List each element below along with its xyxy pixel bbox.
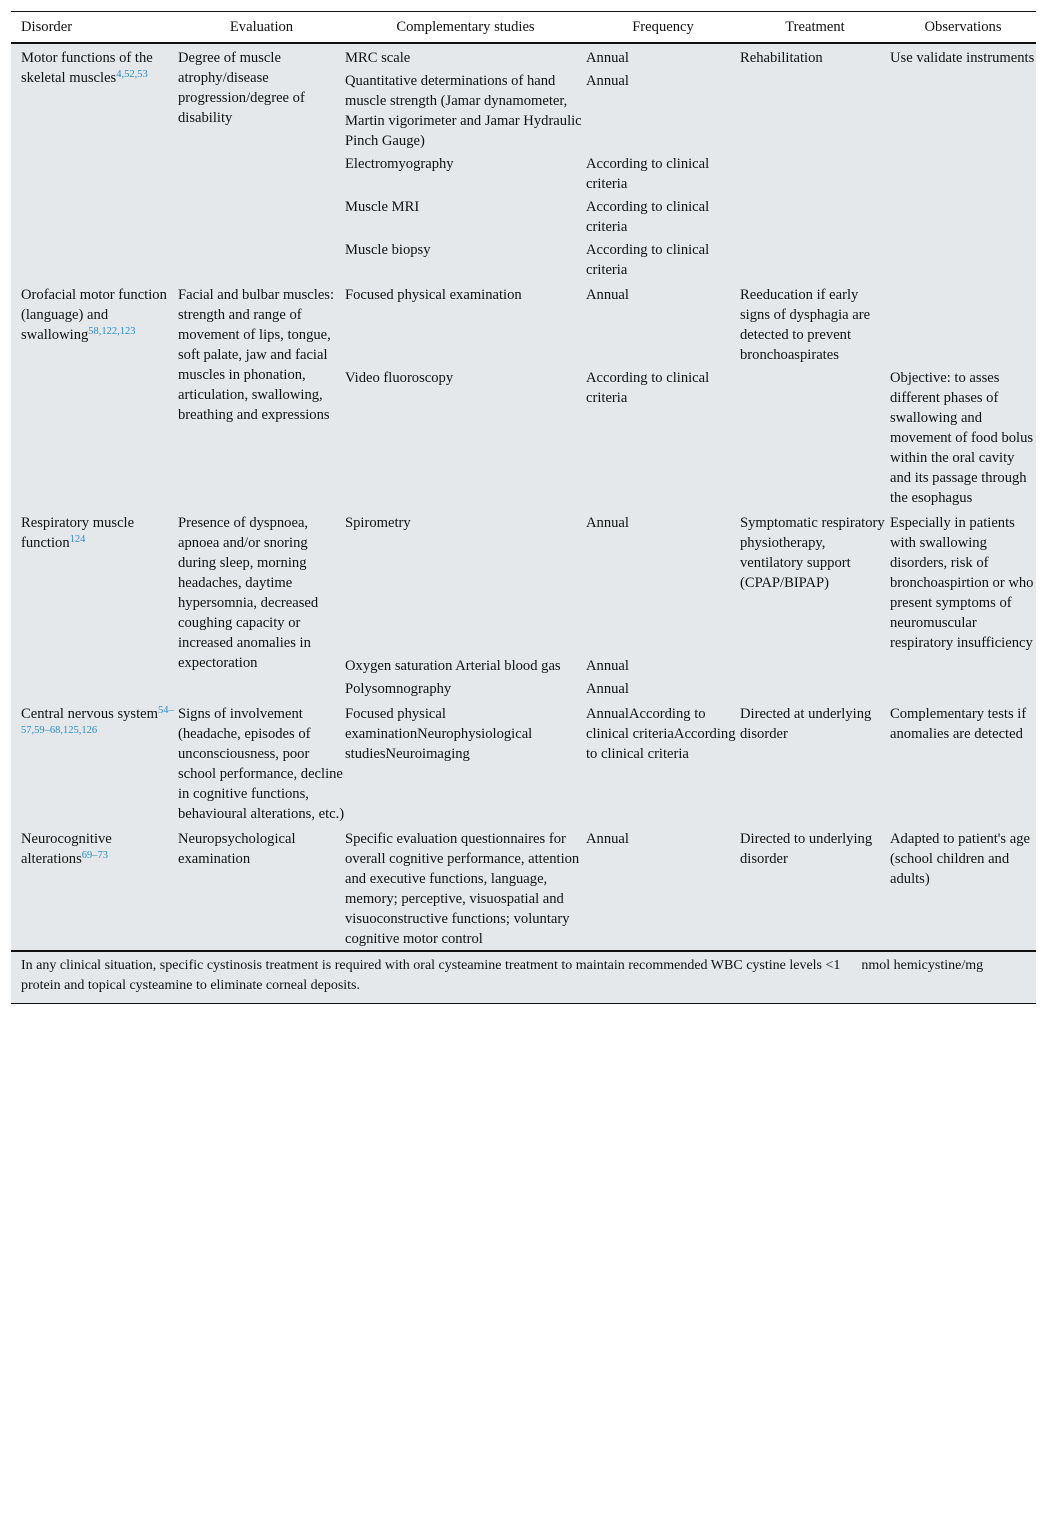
table-row	[11, 509, 1036, 654]
treatment-cell	[740, 654, 890, 677]
treatment-cell: Rehabilitation	[740, 50, 823, 66]
observations-cell	[890, 654, 1036, 677]
disorder-name: Neurocognitive alterations	[21, 831, 112, 867]
study-cell: Oxygen saturation Arterial blood gas	[345, 658, 561, 674]
observations-cell: Adapted to patient's age (school children and adults)	[890, 831, 1031, 887]
reference-superscript: 124	[69, 534, 86, 545]
observations-cell: Complementary tests if anomalies are detected	[890, 706, 1027, 742]
observations-cell	[890, 677, 1036, 700]
frequency-cell: Annual	[586, 658, 629, 674]
observations-cell: Objective: to asses different phases of swallowing and movement of food bolus within the oral cavity and its passage through the esophagus	[890, 370, 1034, 506]
study-cell: Specific evaluation questionnaires for overall cognitive performance, attention and executive functions, language, memory; perceptive, visuospatial and visuoconstructive functions; voluntary cognitive motor control	[345, 831, 580, 947]
disorder-cell	[11, 825, 178, 950]
study-cell: Muscle MRI	[345, 199, 420, 215]
observations-cell: Especially in patients with swallowing disorders, risk of bronchoaspirtion or who present symptoms of neuromuscular respiratory insufficiency	[890, 515, 1034, 651]
evaluation-cell: Presence of dyspnoea, apnoea and/or snoring during sleep, morning headaches, daytime hypersomnia, decreased coughing capacity or increased anomalies in expectoration	[178, 515, 319, 671]
col-header-treatment: Treatment	[740, 12, 890, 44]
reference-superscript: 4,52,53	[116, 69, 148, 80]
col-header-frequency: Frequency	[586, 12, 740, 44]
observations-cell: Use validate instruments	[890, 50, 1035, 66]
evaluation-cell: Facial and bulbar muscles: strength and range of movement of lips, tongue, soft palate, jaw and facial muscles in phonation, articulation, swallowing, breathing and expressions	[178, 287, 335, 423]
study-cell: MRC scale	[345, 50, 411, 66]
reference-superscript: 54–57,59–68,125,126	[21, 705, 174, 736]
clinical-table	[11, 11, 1036, 1004]
table-footnote: In any clinical situation, specific cystinosis treatment is required with oral cysteamine treatment to maintain recommended WBC cystine levels <1 nmol hemicystine/mg protein and topical cysteamine to eliminate corneal deposits.	[11, 950, 1036, 1004]
disorder-name: Respiratory muscle function	[21, 515, 135, 551]
follow-up-table	[11, 11, 1036, 950]
treatment-cell	[740, 238, 890, 281]
disorder-cell	[11, 509, 178, 700]
observations-cell	[890, 195, 1036, 238]
col-header-evaluation: Evaluation	[178, 12, 345, 44]
frequency-cell: Annual	[586, 73, 629, 89]
reference-superscript: 69–73	[81, 850, 109, 861]
study-cell: Quantitative determinations of hand muscle strength (Jamar dynamometer, Martin vigorimeter and Jamar Hydraulic Pinch Gauge)	[345, 73, 582, 149]
frequency-cell: Annual	[586, 681, 629, 697]
disorder-name: Central nervous system	[21, 706, 158, 722]
col-header-complementary-studies: Complementary studies	[345, 12, 586, 44]
header-row	[11, 12, 1036, 44]
observations-cell	[890, 281, 1036, 366]
study-cell: Video fluoroscopy	[345, 370, 454, 386]
col-header-disorder: Disorder	[11, 12, 178, 44]
study-cell: Spirometry	[345, 515, 411, 531]
observations-cell	[890, 238, 1036, 281]
evaluation-cell: Degree of muscle atrophy/disease progression/degree of disability	[178, 50, 305, 126]
disorder-cell	[11, 281, 178, 509]
study-cell: Polysomnography	[345, 681, 452, 697]
disorder-name: Orofacial motor function (language) and swallowing	[21, 287, 167, 343]
frequency-cell: Annual	[586, 50, 629, 66]
treatment-cell	[740, 366, 890, 509]
frequency-cell: According to clinical criteria	[586, 156, 710, 192]
reference-superscript: 58,122,123	[88, 326, 136, 337]
treatment-cell: Directed at underlying disorder	[740, 706, 872, 742]
study-cell: Muscle biopsy	[345, 242, 431, 258]
study-cell: Focused physical examination	[345, 287, 522, 303]
treatment-cell: Symptomatic respiratory physiotherapy, ventilatory support (CPAP/BIPAP)	[740, 515, 885, 591]
frequency-cell: AnnualAccording to clinical criteriaAccording to clinical criteria	[586, 706, 736, 762]
table-row	[11, 281, 1036, 366]
treatment-cell	[740, 69, 890, 152]
table-body	[11, 43, 1036, 950]
frequency-cell: According to clinical criteria	[586, 199, 710, 235]
frequency-cell: Annual	[586, 515, 629, 531]
treatment-cell	[740, 195, 890, 238]
evaluation-cell: Signs of involvement (headache, episodes of unconsciousness, poor school performance, decline in cognitive functions, behavioural alterations, etc.)	[178, 706, 345, 822]
treatment-cell	[740, 152, 890, 195]
table-row	[11, 825, 1036, 950]
frequency-cell: Annual	[586, 287, 629, 303]
observations-cell	[890, 152, 1036, 195]
treatment-cell: Directed to underlying disorder	[740, 831, 873, 867]
study-cell: Focused physical examinationNeurophysiological studiesNeuroimaging	[345, 706, 533, 762]
table-row	[11, 43, 1036, 69]
treatment-cell: Reeducation if early signs of dysphagia are detected to prevent bronchoaspirates	[740, 287, 871, 363]
frequency-cell: According to clinical criteria	[586, 370, 710, 406]
observations-cell	[890, 69, 1036, 152]
study-cell: Electromyography	[345, 156, 454, 172]
frequency-cell: Annual	[586, 831, 629, 847]
evaluation-cell: Neuropsychological examination	[178, 831, 296, 867]
treatment-cell	[740, 677, 890, 700]
disorder-name: Motor functions of the skeletal muscles	[21, 50, 153, 86]
disorder-cell	[11, 43, 178, 281]
disorder-cell	[11, 700, 178, 825]
col-header-observations: Observations	[890, 12, 1036, 44]
frequency-cell: According to clinical criteria	[586, 242, 710, 278]
table-row	[11, 700, 1036, 825]
